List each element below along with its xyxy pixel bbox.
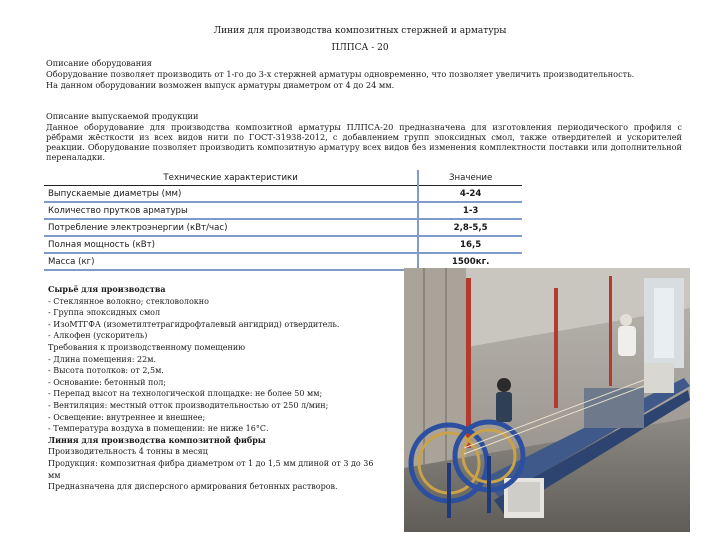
- spec-label: Масса (кг): [44, 253, 418, 270]
- spec-label: Полная мощность (кВт): [44, 236, 418, 253]
- spec-label: Потребление электроэнергии (кВт/час): [44, 219, 418, 236]
- list-item: Производительность 4 тонны в месяц: [48, 447, 208, 457]
- equipment-line-1: Оборудование позволяет производить от 1-го до 3-х стержней арматуры одновременно, что позволяет увеличить производительность.: [46, 69, 635, 79]
- list-item: - Высота потолков: от 2,5м.: [48, 366, 164, 376]
- list-item: Предназначена для дисперсного армирования бетонных растворов.: [48, 482, 338, 492]
- list-item: мм: [48, 470, 61, 480]
- equipment-line-2: На данном оборудовании возможен выпуск арматуры диаметром от 4 до 24 мм.: [46, 80, 395, 90]
- room-requirements-heading: Требования к производственному помещению: [48, 342, 246, 352]
- fiber-line-heading: Линия для производства композитной фибры: [48, 434, 266, 445]
- spec-table-header: [44, 170, 522, 186]
- list-item: - Перепад высот на технологической площадке: не более 50 мм;: [48, 389, 323, 399]
- list-item: - Температура воздуха в помещении: не ниже 16°С.: [48, 424, 269, 434]
- list-item: - Основание: бетонный пол;: [48, 377, 166, 387]
- document-title: Линия для производства композитных стержней и арматуры: [213, 26, 507, 36]
- spec-value: 1500кг.: [418, 253, 522, 270]
- product-description: [46, 111, 682, 162]
- table-row: [44, 219, 522, 236]
- spec-label: Количество прутков арматуры: [44, 202, 418, 219]
- spec-value: 1-3: [418, 202, 522, 219]
- list-item: - Вентиляция: местный отток производительностью от 250 л/мин;: [48, 400, 329, 410]
- spec-label: Выпускаемые диаметры (мм): [44, 186, 418, 203]
- model-name: ПЛПСА - 20: [331, 43, 389, 53]
- list-item: - Группа эпоксидных смол: [48, 308, 161, 318]
- spec-value: 16,5: [418, 236, 522, 253]
- equipment-description: [46, 58, 682, 91]
- requirements-section: [48, 284, 403, 493]
- raw-materials-heading: Сырьё для производства: [48, 284, 166, 294]
- table-row: [44, 202, 522, 219]
- list-item: - ИзоМТГФА (изометилтетрагидрофталевый ангидрид) отвердитель.: [48, 319, 340, 329]
- table-row: [44, 236, 522, 253]
- spec-value: 4-24: [418, 186, 522, 203]
- factory-image: [404, 268, 690, 532]
- spec-value: 2,8-5,5: [418, 219, 522, 236]
- product-heading: Описание выпускаемой продукции: [46, 111, 199, 121]
- spec-header-value: Значение: [418, 170, 522, 186]
- production-line-photo: [404, 268, 690, 532]
- table-row: [44, 186, 522, 203]
- list-item: Продукция: композитная фибра диаметром от 1 до 1,5 мм длиной от 3 до 36: [48, 458, 374, 468]
- list-item: - Стеклянное волокно; стекловолокно: [48, 296, 209, 306]
- spec-table: [44, 170, 522, 271]
- spec-header-characteristic: Технические характеристики: [44, 170, 418, 186]
- list-item: - Длина помещения: 22м.: [48, 354, 156, 364]
- list-item: - Алкофен (ускоритель): [48, 331, 148, 341]
- product-text: Данное оборудование для производства композитной арматуры ПЛПСА-20 предназначена для изготовления периодического профиля с рёбрами жёсткости из всех видов нити по ГОСТ-31938-2012, с добавлением групп эпоксидных смол, также отвердителей и ускорителей реакции. Оборудование позволяет производить композитную арматуру всех видов без изменения комплектности поставки или дополнительной переналадки.: [46, 122, 682, 162]
- list-item: - Освещение: внутреннее и внешнее;: [48, 412, 206, 422]
- equipment-heading: Описание оборудования: [46, 58, 152, 68]
